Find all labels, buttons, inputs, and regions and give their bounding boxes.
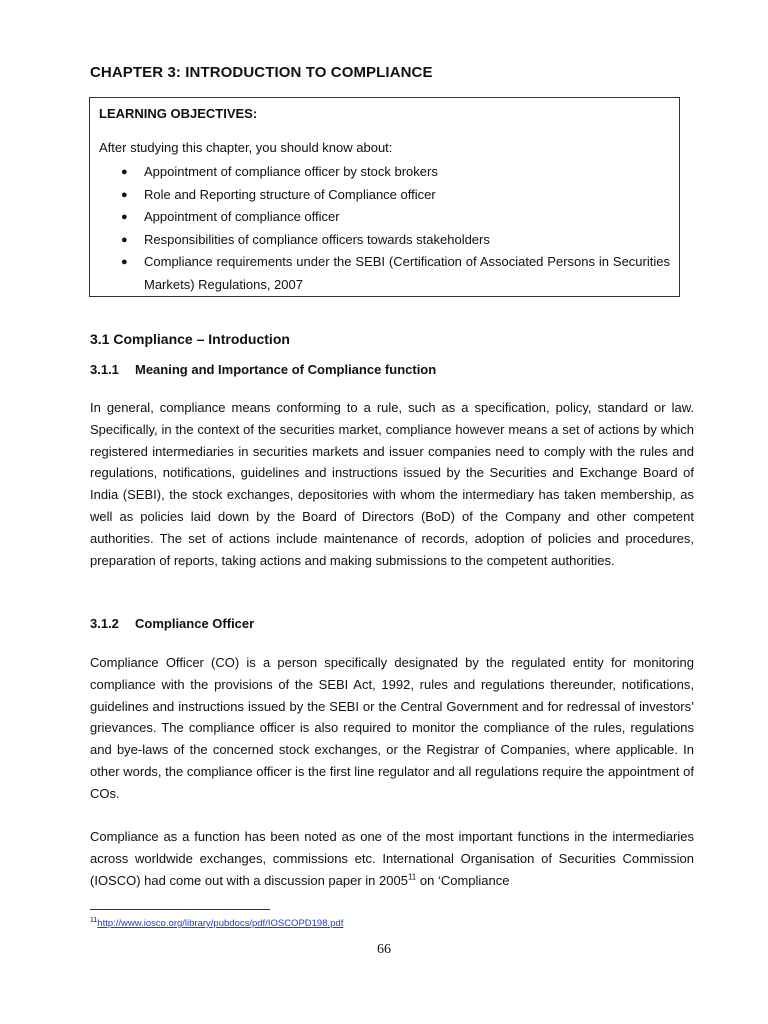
bullet-icon: ● bbox=[121, 233, 128, 246]
footnote-reference[interactable]: 11 bbox=[407, 872, 417, 882]
subheading-title: Compliance Officer bbox=[135, 616, 255, 631]
subheading-title: Meaning and Importance of Compliance function bbox=[135, 362, 437, 377]
bullet-icon: ● bbox=[121, 166, 128, 178]
paragraph-compliance-officer: Compliance Officer (CO) is a person specifically designated by the regulated entity for monitoring compliance with the provisions of the SEBI Act, 1992, rules and regulations thereunder, notifications, guidelines and instructions issued by the SEBI or the Central Government and for redressal of investors’ grievances. The compliance officer is also required to monitor the compliance of the rules, regulations and bye-laws of the concerned stock exchanges, or the Registrar of Companies, where applicable. In other words, the compliance officer is the first line regulator and all regulations require the appointment of COs. bbox=[90, 655, 694, 801]
footnote-number: 11 bbox=[90, 917, 98, 924]
bullet-icon: ● bbox=[121, 256, 128, 268]
objective-item: ● Compliance requirements under the SEBI (Certification of Associated Persons in Securities Markets) Regulations, 2007 bbox=[99, 251, 670, 296]
chapter-title: CHAPTER 3: INTRODUCTION TO COMPLIANCE bbox=[90, 64, 433, 81]
objective-item: ● Role and Reporting structure of Compliance officer bbox=[99, 184, 670, 207]
objectives-heading: LEARNING OBJECTIVES: bbox=[99, 106, 258, 121]
objectives-list bbox=[99, 161, 670, 296]
objective-item: ● Appointment of compliance officer by stock brokers bbox=[99, 161, 670, 184]
section-heading-3-1: 3.1 Compliance – Introduction bbox=[90, 331, 290, 347]
footnote-divider bbox=[90, 909, 270, 910]
bullet-icon: ● bbox=[121, 211, 128, 223]
objectives-intro: After studying this chapter, you should know about: bbox=[99, 140, 393, 155]
paragraph-meaning: In general, compliance means conforming to a rule, such as a specification, policy, standard or law. Specifically, in the context of the securities market, compliance however means a set of actions by which registered intermediaries in securities markets and issuer companies need to comply with the rules and regulations, notifications, guidelines and instructions issued by the Securities and Exchange Board of India (SEBI), the stock exchanges, depositories with whom the intermediary has taken membership, as well as policies laid down by the Board of Directors (BoD) of the Company and other competent authorities. The set of actions include maintenance of records, adoption of policies and procedures, preparation of reports, taking actions and making submissions to the competent authorities. bbox=[90, 400, 694, 568]
objective-item: ● Responsibilities of compliance officers towards stakeholders bbox=[99, 229, 670, 252]
paragraph-compliance-function: Compliance as a function has been noted as one of the most important functions in the intermediaries across worldwide exchanges, commissions etc. International Organisation of Securities Commission (IOSCO) had come out with a discussion paper in 2005$^{11}$ on ‘Compliance bbox=[90, 829, 694, 888]
subheading-3-1-2 bbox=[90, 616, 254, 631]
footnote bbox=[90, 917, 343, 929]
subheading-3-1-1 bbox=[90, 362, 436, 377]
bullet-icon: ● bbox=[121, 188, 128, 201]
objective-item: ● Appointment of compliance officer bbox=[99, 206, 670, 229]
footnote-link[interactable]: http://www.iosco.org/library/pubdocs/pdf/IOSCOPD198.pdf bbox=[97, 918, 344, 930]
subheading-number: 3.1.2 bbox=[90, 616, 119, 631]
subheading-number: 3.1.1 bbox=[90, 362, 119, 377]
page-number: 66 bbox=[377, 942, 391, 957]
learning-objectives-box bbox=[89, 97, 680, 297]
